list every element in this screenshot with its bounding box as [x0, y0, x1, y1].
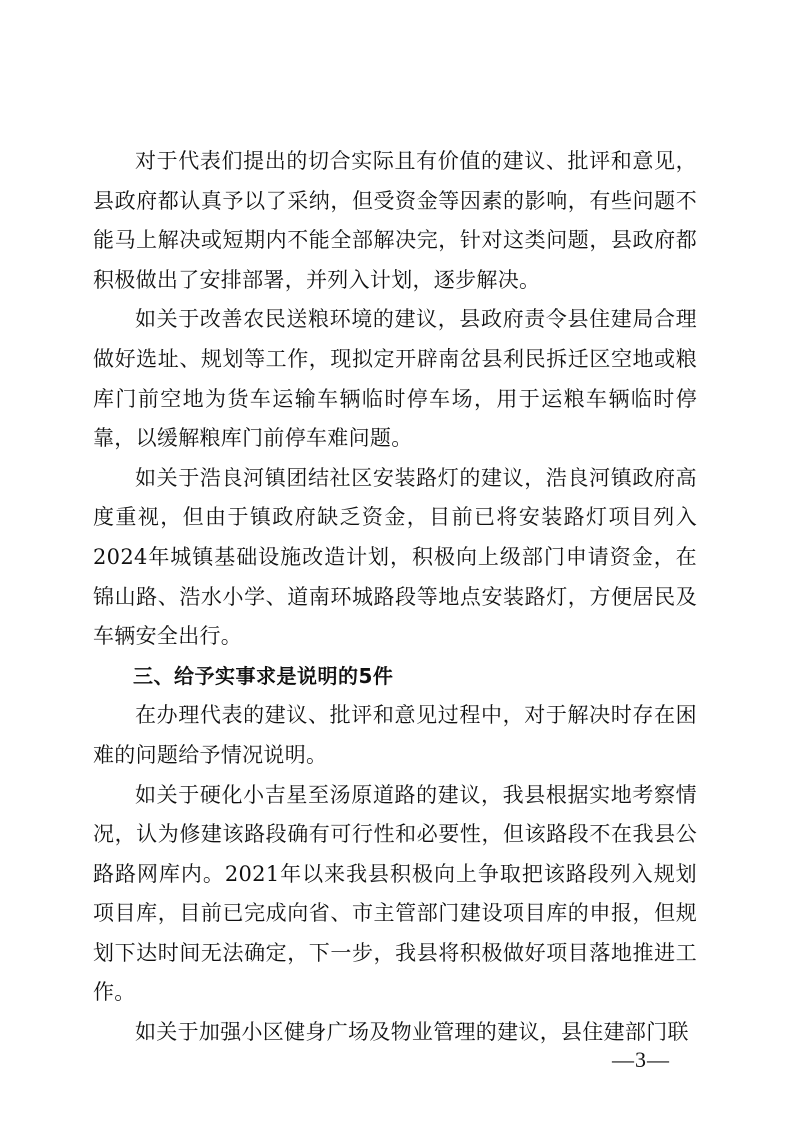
section-heading: 三、给予实事求是说明的5件 [133, 663, 394, 688]
paragraph-street-lights: 如关于浩良河镇团结社区安装路灯的建议，浩良河镇政府高度重视，但由于镇政府缺乏资金，目前已将安装路灯项目列入2024年城镇基础设施改造计划，积极向上级部门申请资金，在锦山路、浩水小学、道南环城路段等地点安装路灯，方便居民及车辆安全出行。 [93, 465, 697, 649]
paragraph-road-hardening: 如关于硬化小吉星至汤原道路的建议，我县根据实地考察情况，认为修建该路段确有可行性和必要性，但该路段不在我县公路路网库内。2021年以来我县积极向上争取把该路段列入规划项目库，目前已完成向省、市主管部门建设项目库的申报，但规划下达时间无法确定，下一步，我县将积极做好项目落地推进工作。 [93, 782, 697, 1005]
paragraph-fitness-square: 如关于加强小区健身广场及物业管理的建议，县住建部门联 [135, 1020, 689, 1045]
document-body [93, 142, 697, 1053]
paragraph-explanation-intro: 在办理代表的建议、批评和意见过程中，对于解决时存在困难的问题给予情况说明。 [93, 703, 697, 767]
paragraph-grain-delivery: 如关于改善农民送粮环境的建议，县政府责令县住建局合理做好选址、规划等工作，现拟定开辟南岔县利民拆迁区空地或粮库门前空地为货车运输车辆临时停车场，用于运粮车辆临时停靠，以缓解粮库门前停车难问题。 [93, 307, 697, 451]
paragraph-adoption-summary: 对于代表们提出的切合实际且有价值的建议、批评和意见，县政府都认真予以了采纳，但受资金等因素的影响，有些问题不能马上解决或短期内不能全部解决完，针对这类问题，县政府都积极做出了安排部署，并列入计划，逐步解决。 [93, 149, 697, 292]
page-number: —3— [612, 1047, 670, 1072]
